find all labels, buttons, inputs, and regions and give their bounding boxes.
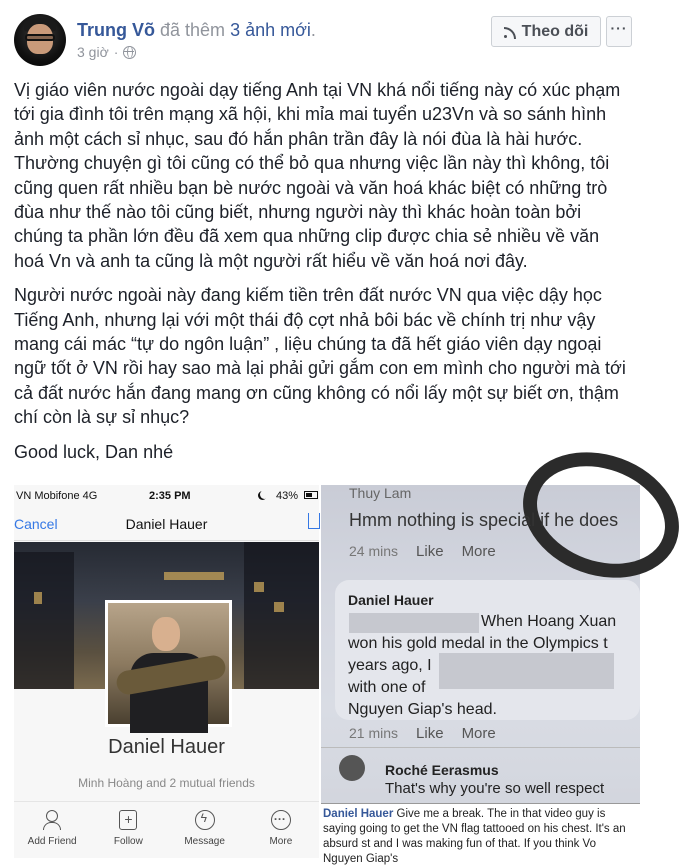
author-avatar[interactable] [14, 14, 66, 66]
comment-time: 21 mins [349, 725, 399, 741]
avatar-glasses [25, 34, 55, 41]
moon-icon [260, 490, 269, 499]
follow-icon [119, 810, 137, 830]
comment-more-label: More [461, 725, 496, 742]
messenger-icon [195, 810, 215, 830]
comment-author: Daniel Hauer [348, 592, 434, 608]
profile-actions [14, 801, 319, 858]
comment-line: with one of [348, 679, 426, 696]
comment-line: Nguyen Giap's head. [348, 701, 497, 718]
post-paragraph: Vị giáo viên nước ngoài dạy tiếng Anh tại VN khá nổi tiếng này có xúc phạm tới gia đình tôi trên mạng xã hội, khi mỉa mai tuyển u23Vn và so sánh hình ảnh một cách sỉ nhục, sau đó hắn phân trần đây là nói đùa là hài hước. Thường chuyện gì tôi cũng có thể bỏ qua nhưng việc lần này thì không, tôi cũng quen rất nhiều bạn bè nước ngoài và văn hoá khác biệt có những trò đùa như thế nào tôi cũng biết, nhưng người này thì khác hoàn toàn bởi chúng ta phần lớn đều đã xem qua những clip được chia sẻ nhiều về văn hoá Vn và anh ta cũng là một người rất hiểu về văn hoá nơi đây. [14, 80, 621, 271]
inner-author: Daniel Hauer [323, 808, 394, 820]
inner-screenshot [321, 803, 640, 865]
cancel-link: Cancel [14, 516, 58, 532]
add-friend-icon [41, 810, 63, 830]
author-period: . [310, 20, 316, 40]
share-icon [308, 513, 320, 529]
top-comment-time: 24 mins [349, 543, 399, 559]
top-comment-text: Hmm nothing is special if he does [349, 510, 619, 530]
profile-picture [105, 600, 232, 727]
more-icon [271, 810, 291, 830]
comment-line: When Hoang Xuan [481, 613, 617, 630]
follow-action [93, 802, 163, 858]
mutual-friends: Minh Hoàng and 2 mutual friends [78, 776, 255, 790]
author-name[interactable]: Trung Võ [77, 20, 155, 40]
meta-separator: · [113, 44, 119, 60]
rss-icon [504, 26, 516, 38]
comment-divider [321, 747, 640, 748]
message-action [170, 802, 240, 858]
photo-profile-screenshot[interactable] [14, 485, 319, 858]
comment-line: years ago, I [348, 657, 432, 674]
clock-label: 2:35 PM [149, 490, 191, 502]
more-options-button[interactable]: ··· [606, 16, 632, 47]
reply-author: Roché Eerasmus [385, 762, 499, 778]
post-time[interactable]: 3 giờ [77, 44, 109, 60]
top-commenter: Thuy Lam [349, 485, 412, 501]
comment-meta [349, 725, 496, 742]
reply-avatar [339, 755, 365, 781]
top-comment-meta [349, 543, 496, 560]
add-friend-label: Add Friend [27, 836, 77, 847]
author-line [77, 20, 316, 41]
top-more-label: More [461, 543, 496, 560]
follow-label-small: Follow [113, 836, 143, 847]
redaction-block [439, 653, 614, 689]
battery-icon [304, 491, 318, 499]
more-action [246, 802, 316, 858]
photos-link[interactable]: 3 ảnh mới [230, 20, 311, 40]
follow-label: Theo dõi [521, 22, 589, 40]
phone-status-bar [14, 485, 319, 505]
post-paragraph: Good luck, Dan nhé [14, 441, 174, 462]
post-meta [77, 44, 136, 60]
profile-nav-bar [14, 505, 319, 541]
message-label: Message [184, 836, 225, 847]
comment-like-label: Like [416, 725, 444, 742]
battery-label: 43% [276, 490, 299, 502]
redaction-block [349, 613, 479, 633]
follow-button[interactable] [491, 16, 601, 47]
reply-text: That's why you're so well respect [385, 780, 605, 797]
post-header [0, 0, 640, 66]
carrier-label: VN Mobifone 4G [16, 490, 98, 502]
globe-icon[interactable] [123, 46, 136, 59]
photo-comments[interactable] [321, 485, 640, 865]
add-friend-action [17, 802, 87, 858]
post-paragraph: Người nước ngoài này đang kiếm tiền trên đất nước VN qua việc dậy học Tiếng Anh, nhưng lại với một thái độ cợt nhả bôi bác về chính trị như vậy mang cái mác “tự do ngôn luận” , liệu chúng ta đã hết giáo viên dạy ngoại ngữ tốt ở VN rồi hay sao mà lại phải gửi gắm con em mình cho người mà tới cả đất nước hắn đang mang ơn cũng không có nổi lấy một sự biết ơn, thậm chí còn là sự sỉ nhục? [14, 285, 626, 428]
post-body [14, 78, 630, 474]
nav-title: Daniel Hauer [125, 516, 208, 532]
more-label: More [269, 836, 293, 847]
comment-line: won his gold medal in the Olympics t [348, 635, 608, 652]
top-like-label: Like [416, 543, 444, 560]
inner-text: Give me a break. The in that video guy is saying going to get the VN flag tattooed on his chest. It's an absurd st and I was making fun of that. If you think Vo Nguyen Giap's [323, 808, 626, 865]
author-action: đã thêm [160, 20, 226, 40]
profile-name: Daniel Hauer [108, 736, 225, 758]
